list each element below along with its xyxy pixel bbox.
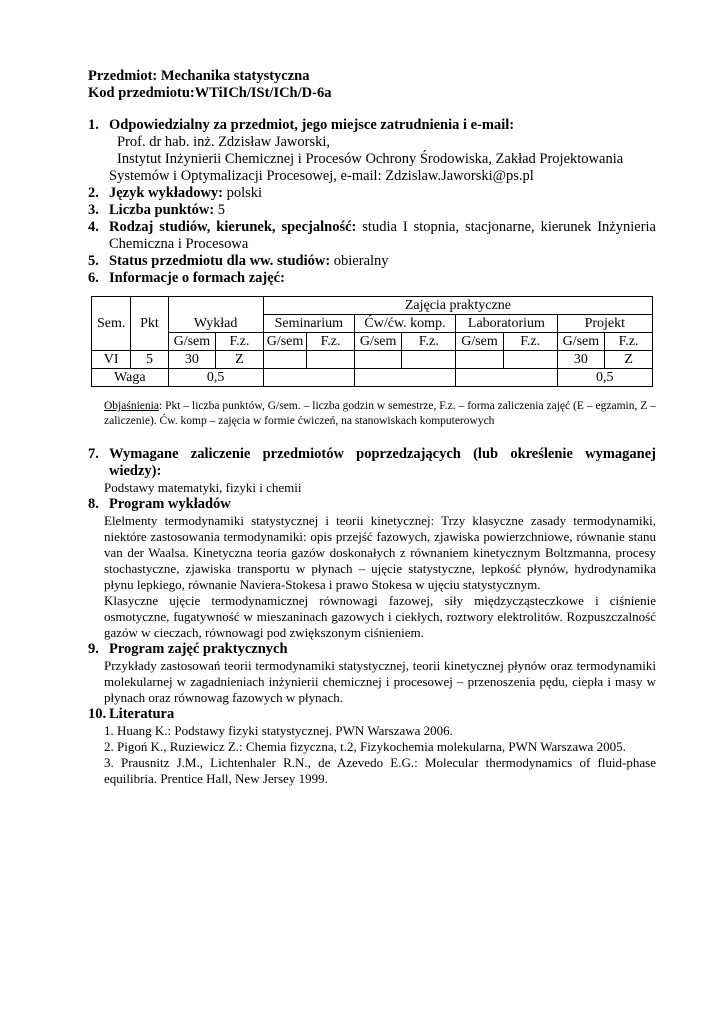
lecture-program-paragraph-2: Klasyczne ujęcie termodynamicznej równowagi fazowej, siły międzycząsteczkowe i ciśnienie osmotyczne, fugatywność w mieszaninach gazowych i ciekłych, roztwory elektrolitów. Rozpuszczalność gazów w cieczach, równowagi pod zwiększonym ciśnieniem. [104,593,656,640]
section-value: 5 [214,202,226,218]
section-heading: Język wykładowy: [109,185,223,201]
col-header-sem: Sem. [92,297,131,351]
cell-waga-wyklad: 0,5 [168,369,263,387]
cell-empty [263,369,354,387]
cell-empty [263,351,306,369]
col-header-gsem: G/sem [263,333,306,351]
subject-code: Kod przedmiotu:WTiICh/ISt/ICh/D-6a [88,85,332,101]
table-row-waga [92,369,653,387]
cell-projekt-fz: Z [605,351,653,369]
col-header-fz: F.z. [307,333,355,351]
table-row [92,351,653,369]
cell-pkt: 5 [131,351,168,369]
literature-item: 3. Prausnitz J.M., Lichtenhaler R.N., de Azevedo E.G.: Molecular thermodynamics of fluid-phase equilibria. Prentice Hall, New Jersey 1999. [104,755,656,786]
col-header-fz: F.z. [503,333,557,351]
col-header-gsem: G/sem [168,333,216,351]
section-5 [88,253,656,270]
coordinator-name: Prof. dr hab. inż. Zdzisław Jaworski, [117,134,331,150]
col-header-fz: F.z. [402,333,456,351]
section-number: 5. [88,253,99,269]
section-7 [88,446,656,480]
cell-empty [402,351,456,369]
col-header-pkt: Pkt [131,297,168,351]
practical-program-text: Przykłady zastosowań teorii termodynamiki statystycznej, teorii kinetycznej płynów oraz termodynamiki molekularnej w zagadnieniach inżynierii chemicznej i procesowej – przenoszenia pędu, ciepła i masy w płynach oraz równowag fazowych w płynach. [104,658,656,705]
section-heading: Odpowiedzialny za przedmiot, jego miejsce zatrudnienia i e-mail: [109,117,515,133]
section-6 [88,270,656,287]
section-heading: Program wykładów [109,496,231,512]
section-number: 9. [88,641,99,657]
literature-item: 1. Huang K.: Podstawy fizyki statystycznej. PWN Warszawa 2006. [104,723,453,738]
cell-waga-projekt: 0,5 [557,369,652,387]
cell-empty [456,351,504,369]
col-header-gsem: G/sem [456,333,504,351]
section-2 [88,185,656,202]
cell-empty [354,369,455,387]
section-8 [88,496,656,513]
section-heading: Informacje o formach zajęć: [109,270,285,286]
section-1 [88,117,656,185]
section-number: 1. [88,117,99,133]
cell-projekt-gsem: 30 [557,351,605,369]
section-value: obieralny [330,253,389,269]
section-number: 4. [88,219,99,235]
subject-title: Przedmiot: Mechanika statystyczna [88,68,310,84]
section-9 [88,641,656,658]
cell-waga-label: Waga [92,369,169,387]
explanation-text: : Pkt – liczba punktów, G/sem. – liczba godzin w semestrze, F.z. – forma zaliczenia zajęć (E – egzamin, Z – zaliczenie). Ćw. komp – zajęcia w formie ćwiczeń, na stanowiskach komputerowych [104,400,656,427]
classes-table [91,296,653,387]
cell-sem: VI [92,351,131,369]
cell-empty [503,351,557,369]
cell-empty [307,351,355,369]
table-explanation [104,399,656,429]
col-header-gsem: G/sem [354,333,402,351]
explanation-label: Objaśnienia [104,400,159,412]
section-heading: Liczba punktów: [109,202,215,218]
section-number: 7. [88,446,99,462]
cell-wyklad-fz: Z [216,351,264,369]
section-heading: Literatura [109,706,175,722]
col-header-zajecia: Zajęcia praktyczne [263,297,652,315]
coordinator-institute: Instytut Inżynierii Chemicznej i Procesów Ochrony Środowiska, Zakład Projektowania [117,151,624,167]
section-heading: Program zajęć praktycznych [109,641,288,657]
col-header-projekt: Projekt [557,315,652,333]
col-header-fz: F.z. [216,333,264,351]
cell-wyklad-gsem: 30 [168,351,216,369]
cell-empty [456,369,557,387]
col-header-gsem: G/sem [557,333,605,351]
section-10 [88,706,656,723]
literature-item: 2. Pigoń K., Ruziewicz Z.: Chemia fizyczna, t.2, Fizykochemia molekularna, PWN Warszawa 2005. [104,739,626,754]
cell-empty [354,351,402,369]
section-number: 6. [88,270,99,286]
document-page [88,68,656,787]
col-header-fz: F.z. [605,333,653,351]
section-number: 8. [88,496,99,512]
lecture-program-paragraph-1: Elelmenty termodynamiki statystycznej i teorii kinetycznej: Trzy klasyczne zasady termodynamiki, niektóre zastosowania termodynamiki: opis przejść fazowych, zjawiska powierzchniowe, równanie stanu van der Waalsa. Kinetyczna teoria gazów doskonałych z równaniem kinetycznym Boltzmanna, procesy stochastyczne, zjawiska transportu w płynach – ujęcie statystyczne, lepkość płynów, hydrodynamika płynu lepkiego, równanie Naviera-Stokesa i prawo Stokesa w ujęciu statystycznym. [104,513,656,592]
section-heading: Wymagane zaliczenie przedmiotów poprzedzających (lub określenie wymaganej wiedzy): [109,446,656,479]
section-value: studia I stopnia, stacjonarne, kierunek Inżynieria Chemiczna i Procesowa [109,219,656,252]
section-4 [88,219,656,253]
col-header-cw: Ćw/ćw. komp. [354,315,455,333]
col-header-laboratorium: Laboratorium [456,315,557,333]
col-header-wyklad: Wykład [168,297,263,333]
coordinator-department: Systemów i Optymalizacji Procesowej, e-mail: Zdzislaw.Jaworski@ps.pl [109,168,534,184]
section-number: 3. [88,202,99,218]
section-heading: Rodzaj studiów, kierunek, specjalność: [109,219,357,235]
section-heading: Status przedmiotu dla ww. studiów: [109,253,331,269]
section-value: polski [223,185,263,201]
prerequisites-text: Podstawy matematyki, fizyki i chemii [104,480,302,495]
section-number: 2. [88,185,99,201]
section-3 [88,202,656,219]
col-header-seminarium: Seminarium [263,315,354,333]
section-number: 10. [88,706,107,722]
